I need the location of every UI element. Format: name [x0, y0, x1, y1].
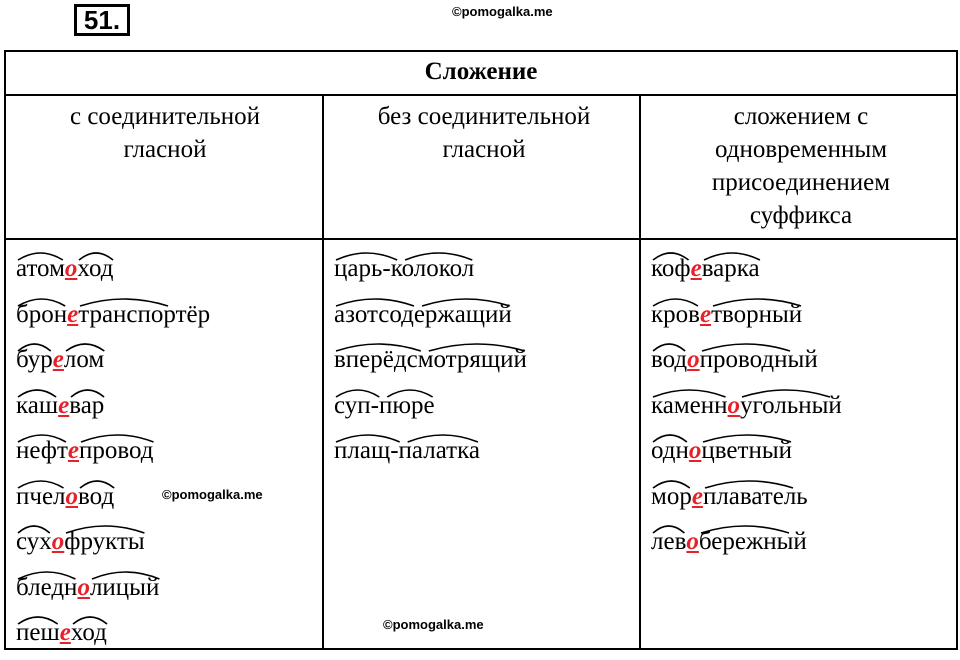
word-root-1: коф [651, 255, 691, 282]
word-root-1: атом [16, 255, 65, 282]
word-item [334, 296, 527, 342]
word-root-1: суп-пюре [334, 391, 435, 419]
word-root-1: царь-колокол [334, 255, 475, 282]
word-root-1: пчел [16, 482, 66, 510]
column-divider [639, 94, 641, 648]
connecting-vowel: о [727, 391, 741, 419]
root-arc [16, 432, 316, 444]
word-item [651, 296, 842, 342]
word-root-2: транспортёр [78, 300, 211, 328]
connecting-vowel: е [67, 437, 80, 464]
word-item [651, 432, 842, 478]
word-root-1: вод [651, 346, 688, 373]
word-item [334, 250, 527, 296]
root-arc [334, 250, 634, 262]
word-root-2: творный [711, 300, 803, 328]
column-divider [322, 94, 324, 648]
word-item [16, 478, 210, 524]
root-arc [16, 250, 316, 262]
word-root-1: каш [16, 391, 59, 419]
connecting-vowel: е [699, 300, 712, 328]
word-item [651, 341, 842, 387]
word-root-1: плащ-палатка [334, 437, 480, 464]
word-item [16, 614, 210, 660]
watermark-bottom: ©pomogalka.me [383, 617, 484, 632]
header-with-suffix: сложением с одновременным присоединением суффикса [711, 103, 891, 229]
word-root-2: плаватель [702, 482, 808, 510]
connecting-vowel: о [64, 255, 78, 282]
word-root-1: кров [651, 300, 700, 328]
word-root-2: фрукты [64, 528, 145, 555]
word-root-1: бур [16, 346, 53, 373]
word-root-2: лицый [89, 573, 160, 601]
connecting-vowel: о [65, 482, 79, 510]
word-item [16, 341, 210, 387]
word-root-1: каменн [651, 391, 728, 419]
connecting-vowel: е [52, 346, 64, 373]
word-root-1: сух [16, 528, 52, 555]
word-root-1: пеш [16, 619, 60, 646]
root-arc [651, 250, 951, 262]
word-root-1: азотсодержащий [334, 300, 512, 328]
root-arc [651, 341, 951, 353]
watermark-top: ©pomogalka.me [452, 4, 553, 19]
connecting-vowel: о [77, 573, 90, 601]
word-root-1: лев [651, 528, 687, 555]
root-arc [16, 569, 316, 581]
word-root-2: варка [701, 255, 760, 282]
header-divider [6, 238, 956, 240]
root-arc [16, 523, 316, 535]
root-arc [651, 478, 951, 490]
connecting-vowel: о [51, 528, 65, 555]
column-with-suffix [651, 250, 842, 569]
root-arc [334, 387, 634, 399]
word-item [334, 432, 527, 478]
word-item [16, 250, 210, 296]
column-with-connecting-vowel [16, 250, 210, 660]
word-item [651, 387, 842, 433]
word-root-1: нефт [16, 437, 68, 464]
word-root-1: брон [16, 300, 68, 328]
connecting-vowel: о [686, 528, 699, 555]
watermark-middle: ©pomogalka.me [162, 487, 263, 502]
connecting-vowel: е [690, 255, 702, 282]
root-arc [651, 387, 951, 399]
connecting-vowel: е [691, 482, 703, 510]
word-item [334, 341, 527, 387]
word-item [16, 523, 210, 569]
root-arc [651, 523, 951, 535]
word-root-2: ход [77, 255, 114, 282]
root-arc [16, 614, 316, 626]
table-title: Сложение [6, 52, 956, 96]
header-with-connecting-vowel: с соединительной гласной [69, 103, 261, 163]
word-item [651, 478, 842, 524]
root-arc [334, 296, 634, 308]
word-item [16, 569, 210, 615]
composition-table [4, 50, 958, 650]
task-number: 51. [74, 4, 130, 36]
word-root-1: одн [651, 437, 689, 464]
word-item [16, 432, 210, 478]
header-without-connecting-vowel: без соединительной гласной [377, 103, 591, 163]
connecting-vowel: о [688, 437, 702, 464]
word-root-2: лом [63, 346, 105, 373]
word-item [651, 250, 842, 296]
word-root-2: бережный [698, 528, 807, 555]
root-arc [16, 387, 316, 399]
connecting-vowel: е [67, 300, 79, 328]
word-item [334, 387, 527, 433]
root-arc [334, 341, 634, 353]
word-root-2: вод [78, 482, 115, 510]
word-root-1: вперёдсмотрящий [334, 346, 527, 373]
word-root-2: проводный [699, 346, 818, 373]
connecting-vowel: е [58, 391, 70, 419]
root-arc [651, 296, 951, 308]
word-root-2: провод [79, 437, 154, 464]
root-arc [16, 341, 316, 353]
root-arc [651, 432, 951, 444]
word-root-2: цветный [701, 437, 793, 464]
word-item [16, 387, 210, 433]
word-item [16, 296, 210, 342]
word-item [651, 523, 842, 569]
column-without-connecting-vowel [334, 250, 527, 478]
word-root-2: угольный [740, 391, 842, 419]
word-root-1: бледн [16, 573, 78, 601]
root-arc [334, 432, 634, 444]
word-root-2: вар [69, 391, 105, 419]
word-root-1: мор [651, 482, 692, 510]
root-arc [16, 296, 316, 308]
connecting-vowel: е [59, 619, 71, 646]
root-arc [16, 478, 316, 490]
connecting-vowel: о [687, 346, 700, 373]
word-root-2: ход [70, 619, 107, 646]
